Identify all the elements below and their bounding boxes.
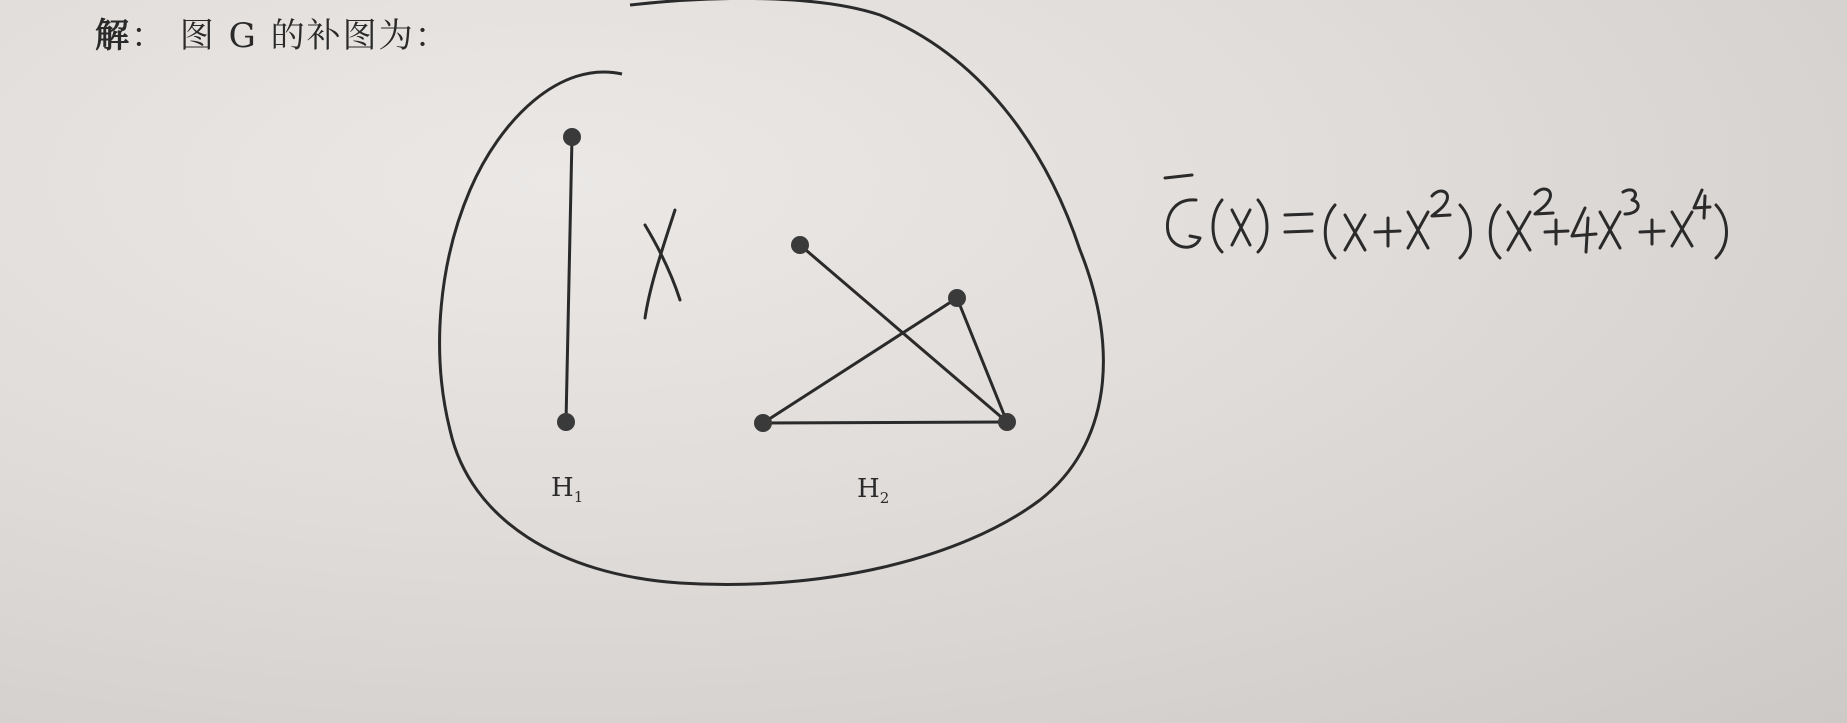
solution-label: 解 — [95, 16, 131, 56]
solution-text: ： 图 G 的补图为： — [131, 16, 451, 56]
h2-label-name: H — [857, 474, 880, 504]
h2-label-subscript: 2 — [879, 489, 890, 508]
h1-label-name: H — [551, 473, 574, 503]
h1-label-subscript: 1 — [573, 488, 584, 507]
